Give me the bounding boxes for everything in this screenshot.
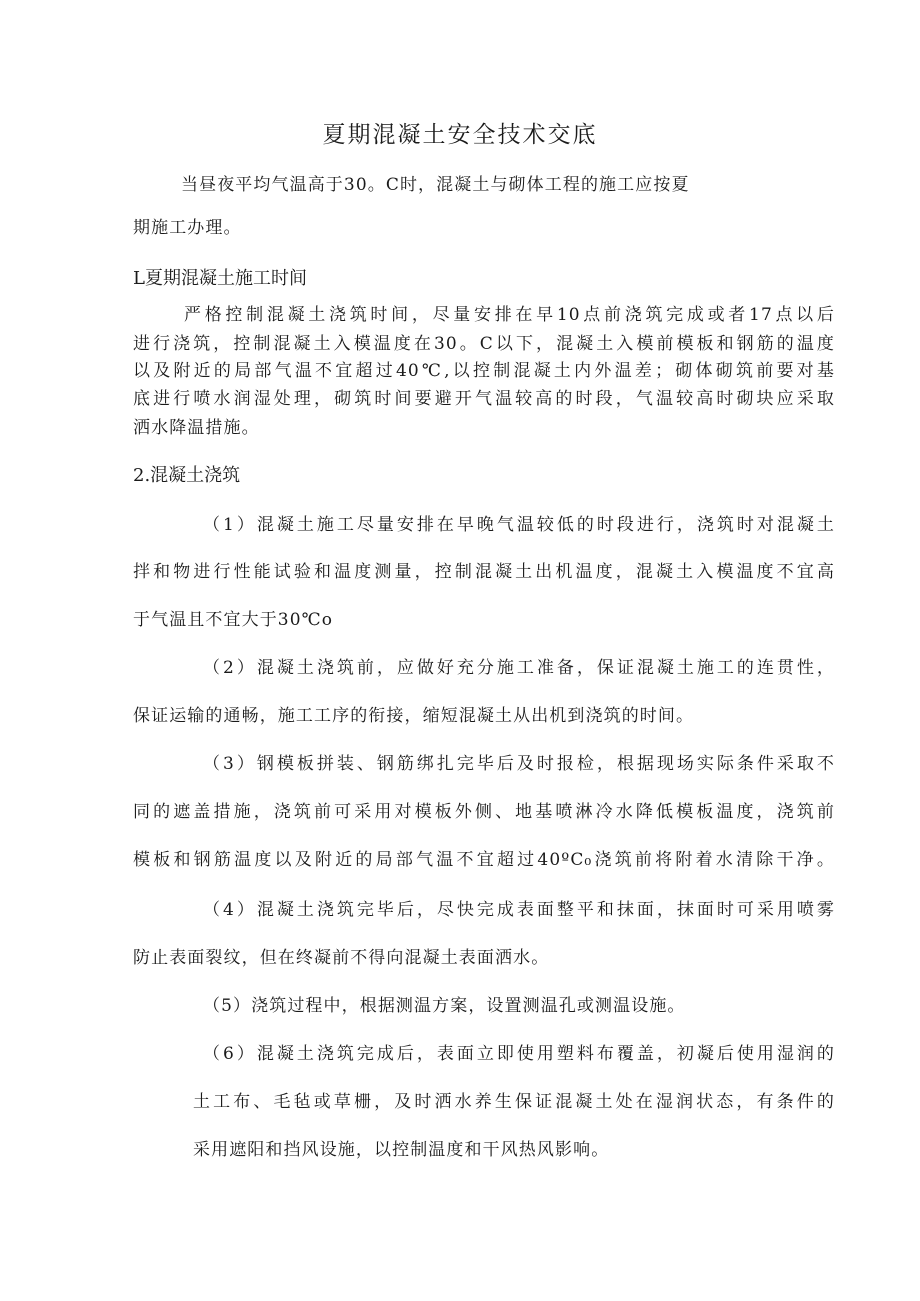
item-6-line-1: （6）混凝土浇筑完成后，表面立即使用塑料布覆盖，初凝后使用湿润的 <box>203 1044 835 1064</box>
item-6-line-3: 采用遮阳和挡风设施，以控制温度和干风热风影响。 <box>193 1140 610 1160</box>
item-5-line-1: （5）浇筑过程中，根据测温方案，设置测温孔或测温设施。 <box>203 996 686 1016</box>
item-2-line-2: 保证运输的通畅，施工工序的衔接，缩短混凝土从出机到浇筑的时间。 <box>133 706 695 726</box>
section-2-heading: 2.混凝土浇筑 <box>133 465 241 486</box>
item-2-line-1: （2）混凝土浇筑前，应做好充分施工准备，保证混凝土施工的连贯性， <box>203 658 835 678</box>
document-title: 夏期混凝土安全技术交底 <box>322 122 598 148</box>
intro-line-2: 期施工办理。 <box>133 218 242 238</box>
item-4-line-2: 防止表面裂纹，但在终凝前不得向混凝土表面洒水。 <box>133 948 550 968</box>
section-1-heading: L夏期混凝土施工时间 <box>133 268 307 289</box>
item-3-line-2: 同的遮盖措施，浇筑前可采用对模板外侧、地基喷淋冷水降低模板温度，浇筑前 <box>133 802 835 822</box>
item-3-line-3: 模板和钢筋温度以及附近的局部气温不宜超过40ºC₀浇筑前将附着水清除干净。 <box>133 850 835 870</box>
intro-line-1: 当昼夜平均气温高于30。C时，混凝土与砌体工程的施工应按夏 <box>181 175 690 195</box>
section-1-line-1: 严格控制混凝土浇筑时间，尽量安排在早10点前浇筑完成或者17点以后 <box>184 305 835 325</box>
item-1-line-1: （1）混凝土施工尽量安排在早晚气温较低的时段进行，浇筑时对混凝土 <box>203 515 835 535</box>
item-3-line-1: （3）钢模板拼装、钢筋绑扎完毕后及时报检，根据现场实际条件采取不 <box>203 754 835 774</box>
item-1-line-3: 于气温且不宜大于30℃o <box>133 610 334 630</box>
section-1-line-3: 以及附近的局部气温不宜超过40℃,以控制混凝土内外温差；砌体砌筑前要对基 <box>133 361 835 381</box>
section-1-line-4: 底进行喷水润湿处理，砌筑时间要避开气温较高的时段，气温较高时砌块应采取 <box>133 389 835 409</box>
item-1-line-2: 拌和物进行性能试验和温度测量，控制混凝土出机温度，混凝土入模温度不宜高 <box>133 562 835 582</box>
section-1-line-5: 洒水降温措施。 <box>133 418 260 438</box>
item-6-line-2: 土工布、毛毡或草栅，及时洒水养生保证混凝土处在湿润状态，有条件的 <box>193 1092 835 1112</box>
item-4-line-1: （4）混凝土浇筑完毕后，尽快完成表面整平和抹面，抹面时可采用喷雾 <box>203 900 835 920</box>
section-1-line-2: 进行浇筑，控制混凝土入模温度在30。C以下，混凝土入模前模板和钢筋的温度 <box>133 334 835 354</box>
